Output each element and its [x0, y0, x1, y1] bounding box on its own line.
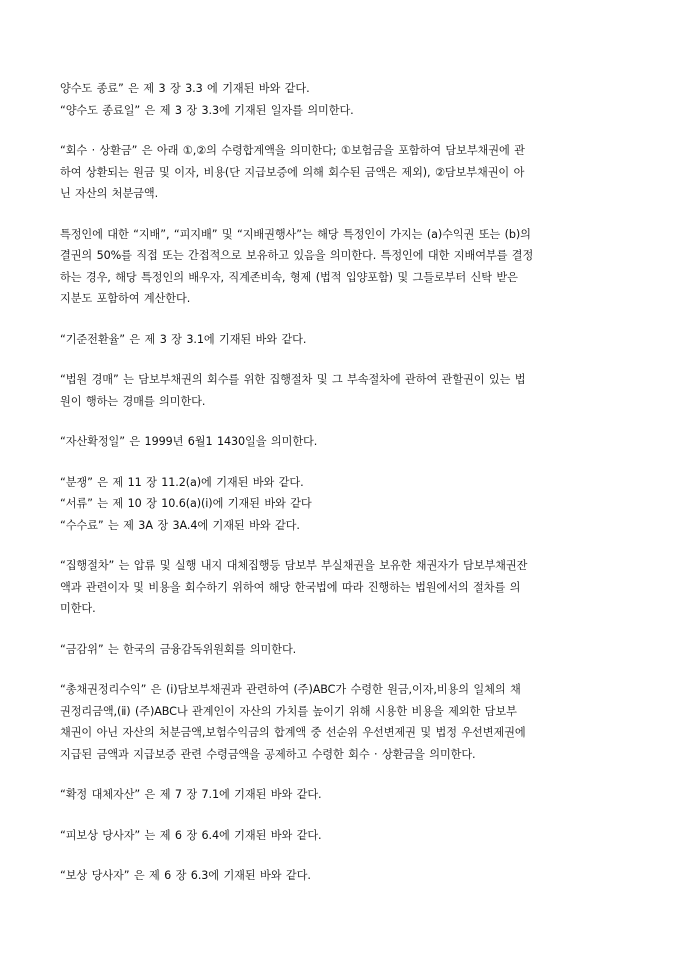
- text-line: “집행절차” 는 압류 및 실행 내지 대체집행등 담보부 부실채권을 보유한 채권자가 담보부채권잔: [60, 559, 528, 572]
- text-line: 원이 행하는 경매를 의미한다.: [60, 394, 206, 408]
- text-line: “법원 경매” 는 담보부채권의 회수를 위한 집행절차 및 그 부속절차에 관하여 관할권이 있는 법: [60, 373, 526, 386]
- text-line: 양수도 종료” 은 제 3 장 3.3 에 기재된 바와 같다.: [60, 82, 310, 95]
- text-line: “자산확정일” 은 1999년 6월1 1430일을 의미한다.: [60, 435, 318, 448]
- paragraph-enforcement-procedure: [60, 555, 620, 620]
- text-line: 하여 상환되는 원금 및 이자, 비용(단 지급보증에 의해 회수된 금액은 제외), ②담보부채권이 아: [60, 165, 525, 179]
- paragraph-fsc: [60, 639, 620, 661]
- text-line: 채권이 아닌 자산의 처분금액,보험수익금의 합계액 중 선순위 우선변제권 및 법정 우선변제권에: [60, 726, 526, 739]
- text-line: “보상 당사자” 은 제 6 장 6.3에 기재된 바와 같다.: [60, 869, 311, 882]
- paragraph-confirmed-substitute-asset: [60, 784, 620, 806]
- text-line: 액과 관련이자 및 비용을 회수하기 위하여 해당 한국법에 따라 진행하는 법원에서의 절차를 의: [60, 580, 521, 594]
- text-line: 결권의 50%를 직접 또는 간접적으로 보유하고 있음을 의미한다. 특정인에 대한 지배여부를 결정: [60, 249, 534, 262]
- text-line: “회수 · 상환금” 은 아래 ①,②의 수령합계액을 의미한다; ①보험금을 포함하여 담보부채권에 관: [60, 144, 525, 157]
- paragraph-control: [60, 224, 620, 310]
- paragraph-recovery-repayment: [60, 140, 620, 205]
- paragraph-indemnifying-party: [60, 865, 620, 887]
- text-line: “분쟁” 은 제 11 장 11.2(a)에 기재된 바와 같다.: [60, 475, 304, 489]
- text-line: “확정 대체자산” 은 제 7 장 7.1에 기재된 바와 같다.: [60, 788, 322, 801]
- text-line: 닌 자산의 처분금액.: [60, 187, 159, 200]
- text-line: “기준전환율” 은 제 3 장 3.1에 기재된 바와 같다.: [60, 332, 307, 346]
- text-line: 권정리금액,(ⅱ) (주)ABC나 관계인이 자산의 가치를 높이기 위해 시용한 비용을 제외한 담보부: [60, 704, 517, 718]
- text-line: 특정인에 대한 “지배”, “피지배” 및 “지배권행사”는 해당 특정인이 가지는 (a)수익권 또는 (b)의: [60, 227, 531, 241]
- paragraph-court-auction: [60, 369, 620, 412]
- text-line: “서류” 는 제 10 장 10.6(a)(i)에 기재된 바와 같다: [60, 497, 312, 510]
- paragraph-indemnified-party: [60, 825, 620, 847]
- paragraph-transfer-closing: [60, 78, 620, 121]
- paragraph-total-collection-proceeds: [60, 679, 620, 765]
- paragraph-base-conversion-rate: [60, 329, 620, 351]
- text-line: “총채권정리수익” 은 (ⅰ)담보부채권과 관련하여 (주)ABC가 수령한 원금,이자,비용의 일체의 채: [60, 683, 521, 696]
- text-line: 하는 경우, 해당 특정인의 배우자, 직계존비속, 형제 (법적 입양포함) 및 그들로부터 신탁 받은: [60, 270, 518, 284]
- text-line: “금감위” 는 한국의 금융감독위원회를 의미한다.: [60, 642, 297, 656]
- text-line: 지급된 금액과 지급보증 관련 수령금액을 공제하고 수령한 회수 · 상환금을 의미한다.: [60, 747, 476, 761]
- paragraph-dispute-documents-fees: [60, 472, 620, 537]
- text-line: “수수료” 는 제 3A 장 3A.4에 기재된 바와 같다.: [60, 518, 300, 532]
- paragraph-asset-fixing-date: [60, 431, 620, 453]
- text-line: 미한다.: [60, 602, 96, 615]
- text-line: 지분도 포함하여 계산한다.: [60, 292, 191, 305]
- text-line: “피보상 당사자” 는 제 6 장 6.4에 기재된 바와 같다.: [60, 828, 322, 842]
- text-line: “양수도 종료일” 은 제 3 장 3.3에 기재된 일자를 의미한다.: [60, 103, 354, 117]
